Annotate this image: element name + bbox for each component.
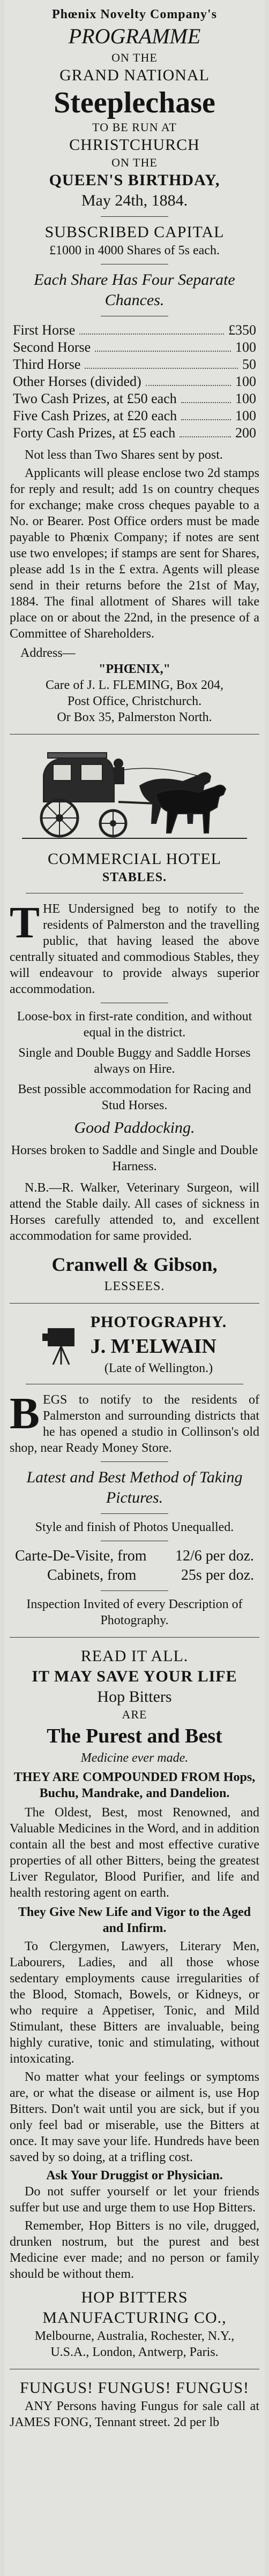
hotel-intro [10,898,259,997]
capital-title: SUBSCRIBED CAPITAL [44,223,225,241]
prize-value: 100 [235,408,256,423]
capital-text: £1000 in 4000 Shares of 5s each. [49,244,220,257]
applicants-paragraph: Applicants will please enclose two 2d stamps for reply and result; add 1s on country cheques for exchange; make cross cheques payable to a No. or Bearer. Post Office orders must be made payable to Phœnix Company; if notes are sent use two envelopes; if stamps are sent for Shares, please add 1s in the £ extra. Agents will please send in their returns before the 21st of May, 1884. The final allotment of Shares will take place on or about the 22nd, in the presence of a Committee of Shareholders. [10,466,259,641]
address-line-2: Post Office, Christchurch. [67,694,202,708]
steeplechase-title: Steeplechase [54,86,215,119]
grand-national: GRAND NATIONAL [59,66,210,84]
divider [101,1513,168,1514]
hop-locations: Melbourne, Australia, Rochester, N.Y., U.S.A., London, Antwerp, Paris. [34,2329,235,2359]
not-less-note: Not less than Two Shares sent by post. [25,448,223,462]
hotel-intro-text: HE Undersigned beg to notify to the residents of Palmerston and the travelling public, that having leased the above centrally situated and commodious Stables, they will endeavour to provide always superior accommodation. [10,902,259,996]
prize-list [10,322,259,442]
drop-cap: B [10,1389,40,1438]
rate-list [10,1547,259,1585]
ask-druggist: Ask Your Druggist or Physician. [46,2169,223,2183]
hotel-title: COMMERCIAL HOTEL [47,850,222,868]
firm-name: Cranwell & Gibson, [51,1254,218,1275]
prize-label: First Horse [13,322,76,338]
prize-value: 200 [235,425,256,441]
buggies: Single and Double Buggy and Saddle Horses always on Hire. [18,1046,251,1076]
prize-label: Five Cash Prizes, at £20 each [13,408,177,423]
prize-value: 100 [235,339,256,355]
fungus-text: ANY Persons having Fungus for sale call at JAMES FONG, Tennant street. 2d per lb [10,2399,259,2429]
hop-are: ARE [122,1708,147,1721]
lessees: LESSEES. [104,1279,165,1293]
christchurch: CHRISTCHURCH [69,136,200,154]
divider [101,216,168,217]
prize-value: 100 [235,391,256,406]
style-finish: Style and finish of Photos Unequalled. [35,1520,234,1534]
do-not-suffer: Do not suffer yourself or let your friends suffer but use and urge them to use Hop Bitters. [10,2185,259,2215]
prize-row [10,390,259,407]
prize-row [10,339,259,356]
programme-title: PROGRAMME [68,24,201,48]
no-matter: No matter what your feelings or symptoms are, or what the disease or ailment is, use Hop Bitters. Don't wait until you are sick, but if you only feel bad or miserable, use the Bitters at once. It may save your life. Hundreds have been saved by so doing, at a trifling cost. [10,2070,259,2164]
prize-value: 100 [235,374,256,389]
prize-row [10,407,259,425]
hotel-subtitle: STABLES. [102,870,167,884]
photo-body-text: EGS to notify to the residents of Palmerston and surrounding districts that he has opened a studio in Collinson's old shop, near Ready Money Store. [10,1393,259,1455]
oldest-best: The Oldest, Best, most Renowned, and Valuable Medicines in the Word, and in addition contain all the best and most effective curative properties of all other Bitters, being the greatest Liver Regulator, Blood Purifier, and life and health restoring agent on earth. [10,1806,259,1900]
chances-heading: Each Share Has Four Separate Chances. [34,271,235,309]
address-label: Address— [20,646,76,660]
rate-label: Cabinets, from [47,1567,137,1584]
photo-header [10,1312,259,1376]
prize-row [10,356,259,373]
photo-title: PHOTOGRAPHY. [90,1313,227,1331]
phoenix-header: Phœnix Novelty Company's [51,7,218,21]
prize-label: Second Horse [13,339,91,355]
rate-row [15,1566,254,1585]
prize-row [10,425,259,442]
prize-value: £350 [228,322,256,338]
prize-row [10,373,259,390]
rate-row [15,1547,254,1566]
read-it-all: READ IT ALL. [80,1647,189,1665]
on-the-2: ON THE [111,156,158,169]
hotel-stables-advert [4,743,265,1294]
divider [10,1303,259,1304]
to-be-run: TO BE RUN AT [92,120,177,134]
horse-coach-illustration [22,743,247,845]
prize-label: Third Horse [13,357,81,372]
photography-advert [4,1312,265,1628]
prize-label: Other Horses (divided) [13,374,141,389]
on-the-1: ON THE [111,51,158,64]
race-date: May 24th, 1884. [81,192,188,209]
hop-brand: Hop Bitters [97,1688,172,1706]
fungus-headline: FUNGUS! FUNGUS! FUNGUS! [19,2379,250,2397]
prize-label: Two Cash Prizes, at £50 each [13,391,177,406]
queens-birthday: QUEEN'S BIRTHDAY, [49,171,220,189]
newspaper-column [4,0,265,2576]
camera-icon [42,1323,80,1366]
prize-label: Forty Cash Prizes, at £5 each [13,425,176,441]
vet-note: N.B.—R. Walker, Veterinary Surgeon, will attend the Stable daily. All cases of sickness in Horses carefully attended to, and excellent accommodation for same provided. [10,1181,259,1243]
photo-body [10,1389,259,1456]
hop-headline: IT MAY SAVE YOUR LIFE [32,1668,237,1685]
clergymen: To Clergymen, Lawyers, Literary Men, Labourers, Ladies, and all those whose sedentary employments cause irregularities of the Blood, Stomach, Bowels, or Kidneys, or who require a Appetiser, Tonic, and Mild Stimulant, these Bitters are invaluable, being highly curative, tonic and stimulating, without intoxicating. [10,1939,259,2066]
photo-heading-text [91,1312,227,1376]
drop-cap: T [10,898,40,948]
latest-method: Latest and Best Method of Taking Pictures. [26,1468,243,1506]
fungus-advert [4,2378,265,2430]
rate-value: 25s per doz. [181,1567,254,1584]
broken: Horses broken to Saddle and Single and Double Harness. [11,1143,258,1173]
rate-label: Carte-De-Visite, from [15,1548,147,1564]
photographer-late: (Late of Wellington.) [104,1361,213,1375]
rate-value: 12/6 per doz. [175,1548,254,1564]
address-line-1: Care of J. L. FLEMING, Box 204, [46,678,223,692]
photographer-name: J. M'ELWAIN [90,1335,216,1358]
divider [101,1461,168,1462]
address-name: "PHŒNIX," [99,662,170,676]
purest-best: The Purest and Best [47,1725,222,1747]
prize-row [10,322,259,339]
hop-bitters-advert [4,1646,265,2360]
divider [10,1637,259,1638]
inspection: Inspection Invited of every Description of Photography. [26,1597,243,1627]
compounded: THEY ARE COMPOUNDED FROM Hops, Buchu, Mandrake, and Dandelion. [13,1770,256,1800]
phoenix-advert [4,0,265,725]
hop-company: HOP BITTERS MANUFACTURING CO., [42,2289,227,2327]
remember: Remember, Hop Bitters is no vile, drugged, drunken nostrum, but the purest and best Medicine ever made; and no person or family should be without them. [10,2219,259,2281]
loose-box: Loose-box in first-rate condition, and without equal in the district. [17,1010,252,1040]
address-line-3: Or Box 35, Palmerston North. [57,710,212,724]
divider [101,1590,168,1591]
medicine-ever: Medicine ever made. [80,1751,189,1765]
paddocking: Good Paddocking. [74,1119,195,1137]
give-life: They Give New Life and Vigor to the Aged and Infirm. [18,1905,251,1935]
prize-value: 50 [242,357,256,372]
racing: Best possible accommodation for Racing and Stud Horses. [18,1082,251,1112]
